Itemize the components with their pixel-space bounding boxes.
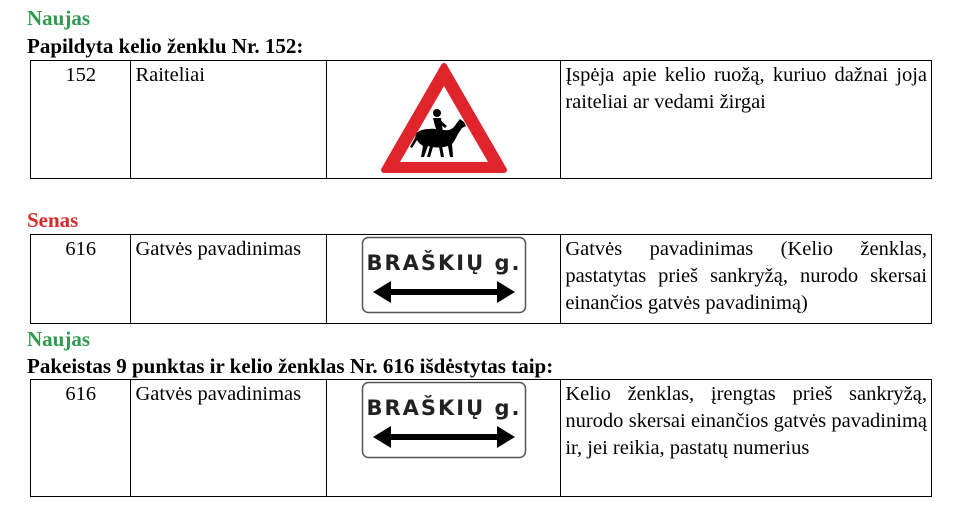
sign-image-cell bbox=[327, 380, 561, 497]
sign-name: Gatvės pavadinimas bbox=[131, 235, 327, 324]
street-sign-text: BRAŠKIŲ g. bbox=[366, 396, 522, 420]
table-row bbox=[31, 380, 932, 497]
sign-number: 616 bbox=[31, 380, 131, 497]
sign-table bbox=[30, 234, 932, 324]
sign-description: Kelio ženklas, įrengtas prieš sankryžą, nurodo skersai einančios gatvės pavadinimą ir, jei reikia, pastatų numerius bbox=[561, 380, 932, 497]
status-label-new: Naujas bbox=[27, 327, 91, 351]
sign-name: Raiteliai bbox=[131, 61, 327, 179]
sign-description: Gatvės pavadinimas (Kelio ženklas, pastatytas prieš sankryžą, nurodo skersai einančios gatvės pavadinimą) bbox=[561, 235, 932, 324]
sign-table bbox=[30, 379, 932, 497]
table-row bbox=[31, 61, 932, 179]
table-row bbox=[31, 235, 932, 324]
sign-description: Įspėja apie kelio ruožą, kuriuo dažnai joja raiteliai ar vedami žirgai bbox=[561, 61, 932, 179]
status-label-old: Senas bbox=[27, 208, 79, 232]
section-heading: Pakeistas 9 punktas ir kelio ženklas Nr. 616 išdėstytas taip: bbox=[27, 354, 554, 378]
section-heading: Papildyta kelio ženklu Nr. 152: bbox=[27, 34, 304, 58]
sign-image-cell bbox=[327, 235, 561, 324]
street-sign-text: BRAŠKIŲ g. bbox=[366, 251, 522, 275]
street-name-sign-icon bbox=[361, 381, 527, 459]
sign-table bbox=[30, 60, 932, 179]
status-label-new: Naujas bbox=[27, 6, 91, 30]
street-name-sign-icon bbox=[361, 236, 527, 314]
warning-horse-rider-sign-icon bbox=[380, 62, 508, 174]
sign-image-cell bbox=[327, 61, 561, 179]
sign-name: Gatvės pavadinimas bbox=[131, 380, 327, 497]
sign-number: 152 bbox=[31, 61, 131, 179]
sign-number: 616 bbox=[31, 235, 131, 324]
